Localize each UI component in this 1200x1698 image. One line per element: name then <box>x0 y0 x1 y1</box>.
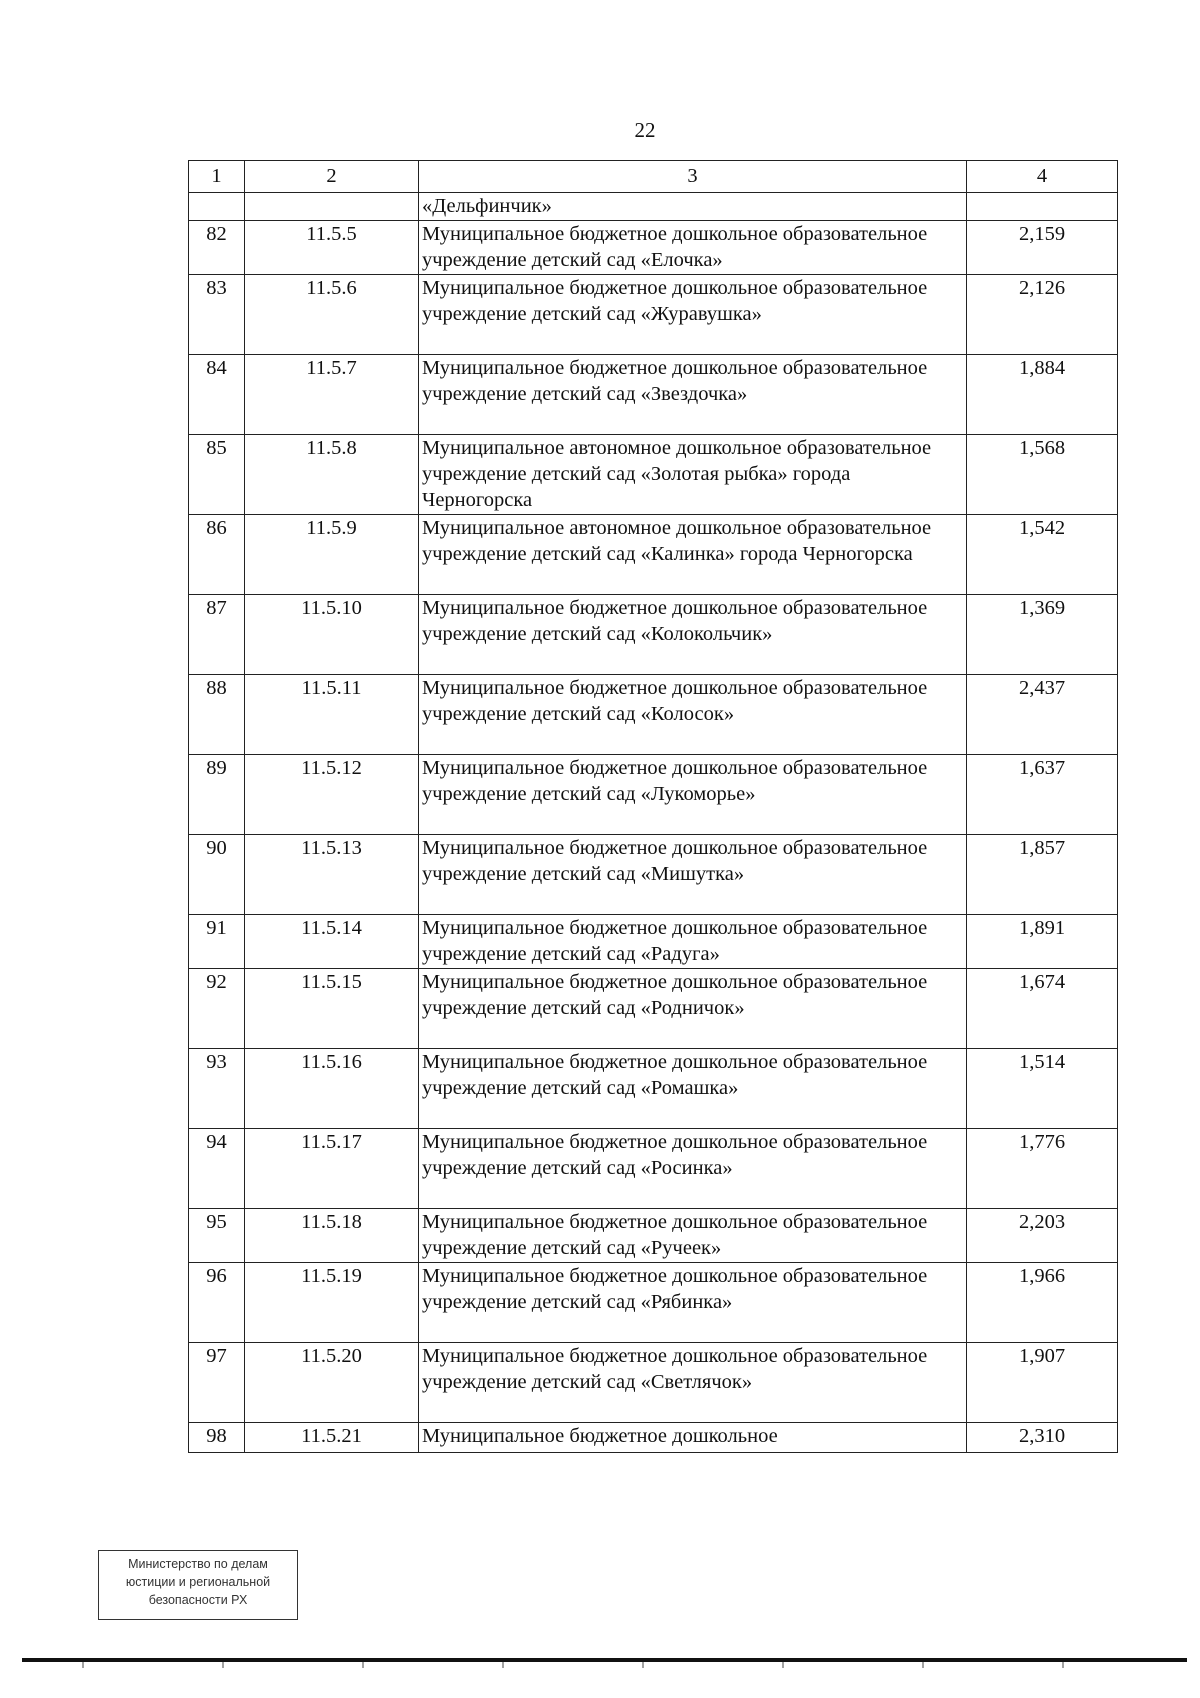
row-name-cell: Муниципальное автономное дошкольное образовательное учреждение детский сад «Золотая рыбка» города Черногорска <box>419 435 967 515</box>
table-row <box>189 835 1118 915</box>
table-row <box>189 1263 1118 1343</box>
row-number-cell: 84 <box>189 355 245 435</box>
row-value-cell: 1,568 <box>967 435 1118 515</box>
row-number-cell: 86 <box>189 515 245 595</box>
row-number-cell: 87 <box>189 595 245 675</box>
table-row <box>189 355 1118 435</box>
row-name-cell: Муниципальное бюджетное дошкольное образовательное учреждение детский сад «Ромашка» <box>419 1049 967 1129</box>
row-number-cell: 88 <box>189 675 245 755</box>
row-name-cell: Муниципальное бюджетное дошкольное образовательное учреждение детский сад «Колокольчик» <box>419 595 967 675</box>
table-row <box>189 193 1118 221</box>
row-code-cell: 11.5.19 <box>245 1263 419 1343</box>
page-number: 22 <box>634 118 656 142</box>
table-row <box>189 435 1118 515</box>
row-value-cell: 1,674 <box>967 969 1118 1049</box>
row-value-cell: 1,891 <box>967 915 1118 969</box>
row-value-cell: 1,514 <box>967 1049 1118 1129</box>
table-row <box>189 1129 1118 1209</box>
table-row <box>189 755 1118 835</box>
row-value-cell: 2,159 <box>967 221 1118 275</box>
row-value-cell: 1,966 <box>967 1263 1118 1343</box>
row-code-cell: 11.5.10 <box>245 595 419 675</box>
table-row <box>189 515 1118 595</box>
row-value-cell: 2,310 <box>967 1423 1118 1453</box>
row-name-cell: Муниципальное бюджетное дошкольное <box>419 1423 967 1453</box>
row-value-cell: 2,203 <box>967 1209 1118 1263</box>
table-row <box>189 1209 1118 1263</box>
row-number-cell <box>189 193 245 221</box>
row-name-cell: Муниципальное бюджетное дошкольное образовательное учреждение детский сад «Ручеек» <box>419 1209 967 1263</box>
row-number-cell: 93 <box>189 1049 245 1129</box>
row-name-cell: Муниципальное бюджетное дошкольное образовательное учреждение детский сад «Лукоморье» <box>419 755 967 835</box>
row-value-cell: 1,857 <box>967 835 1118 915</box>
row-code-cell: 11.5.8 <box>245 435 419 515</box>
row-code-cell: 11.5.18 <box>245 1209 419 1263</box>
row-value-cell: 1,884 <box>967 355 1118 435</box>
table-row <box>189 915 1118 969</box>
row-number-cell: 92 <box>189 969 245 1049</box>
row-name-cell: Муниципальное бюджетное дошкольное образовательное учреждение детский сад «Родничок» <box>419 969 967 1049</box>
row-name-cell: Муниципальное бюджетное дошкольное образовательное учреждение детский сад «Рябинка» <box>419 1263 967 1343</box>
header-cell-2: 2 <box>245 161 419 193</box>
row-number-cell: 95 <box>189 1209 245 1263</box>
row-value-cell: 1,637 <box>967 755 1118 835</box>
row-code-cell: 11.5.13 <box>245 835 419 915</box>
header-cell-3: 3 <box>419 161 967 193</box>
row-value-cell: 1,907 <box>967 1343 1118 1423</box>
row-name-cell: Муниципальное автономное дошкольное образовательное учреждение детский сад «Калинка» города Черногорска <box>419 515 967 595</box>
table-row <box>189 1423 1118 1453</box>
row-value-cell <box>967 193 1118 221</box>
table-row <box>189 1049 1118 1129</box>
row-code-cell: 11.5.15 <box>245 969 419 1049</box>
row-code-cell: 11.5.12 <box>245 755 419 835</box>
row-code-cell: 11.5.5 <box>245 221 419 275</box>
header-cell-1: 1 <box>189 161 245 193</box>
row-name-cell: Муниципальное бюджетное дошкольное образовательное учреждение детский сад «Светлячок» <box>419 1343 967 1423</box>
table-row <box>189 221 1118 275</box>
row-value-cell: 1,369 <box>967 595 1118 675</box>
row-code-cell: 11.5.14 <box>245 915 419 969</box>
institutions-table <box>188 160 1118 1453</box>
row-value-cell: 1,542 <box>967 515 1118 595</box>
row-code-cell <box>245 193 419 221</box>
row-name-cell: Муниципальное бюджетное дошкольное образовательное учреждение детский сад «Колосок» <box>419 675 967 755</box>
table-row <box>189 1343 1118 1423</box>
row-name-cell: Муниципальное бюджетное дошкольное образовательное учреждение детский сад «Мишутка» <box>419 835 967 915</box>
row-code-cell: 11.5.6 <box>245 275 419 355</box>
row-name-cell: Муниципальное бюджетное дошкольное образовательное учреждение детский сад «Звездочка» <box>419 355 967 435</box>
header-cell-4: 4 <box>967 161 1118 193</box>
row-number-cell: 83 <box>189 275 245 355</box>
table-header-row <box>189 161 1118 193</box>
table-row <box>189 675 1118 755</box>
row-number-cell: 97 <box>189 1343 245 1423</box>
row-code-cell: 11.5.17 <box>245 1129 419 1209</box>
row-value-cell: 2,437 <box>967 675 1118 755</box>
row-code-cell: 11.5.16 <box>245 1049 419 1129</box>
row-number-cell: 85 <box>189 435 245 515</box>
row-code-cell: 11.5.21 <box>245 1423 419 1453</box>
bottom-scan-ticks <box>22 1662 1187 1668</box>
row-code-cell: 11.5.20 <box>245 1343 419 1423</box>
row-number-cell: 94 <box>189 1129 245 1209</box>
row-number-cell: 82 <box>189 221 245 275</box>
table-row <box>189 275 1118 355</box>
row-number-cell: 91 <box>189 915 245 969</box>
table-row <box>189 595 1118 675</box>
table-body <box>189 161 1118 1453</box>
row-name-cell: Муниципальное бюджетное дошкольное образовательное учреждение детский сад «Елочка» <box>419 221 967 275</box>
stamp-line: безопасности РХ <box>148 1593 248 1607</box>
row-number-cell: 98 <box>189 1423 245 1453</box>
row-value-cell: 1,776 <box>967 1129 1118 1209</box>
row-name-cell: Муниципальное бюджетное дошкольное образовательное учреждение детский сад «Радуга» <box>419 915 967 969</box>
row-name-cell: Муниципальное бюджетное дошкольное образовательное учреждение детский сад «Журавушка» <box>419 275 967 355</box>
stamp-line: юстиции и региональной <box>125 1575 271 1589</box>
row-code-cell: 11.5.9 <box>245 515 419 595</box>
stamp-line: Министерство по делам <box>128 1557 268 1571</box>
row-code-cell: 11.5.11 <box>245 675 419 755</box>
registration-stamp <box>98 1550 298 1620</box>
row-number-cell: 90 <box>189 835 245 915</box>
row-name-cell: Муниципальное бюджетное дошкольное образовательное учреждение детский сад «Росинка» <box>419 1129 967 1209</box>
row-name-cell: «Дельфинчик» <box>419 193 967 221</box>
table-row <box>189 969 1118 1049</box>
row-code-cell: 11.5.7 <box>245 355 419 435</box>
row-value-cell: 2,126 <box>967 275 1118 355</box>
row-number-cell: 89 <box>189 755 245 835</box>
row-number-cell: 96 <box>189 1263 245 1343</box>
